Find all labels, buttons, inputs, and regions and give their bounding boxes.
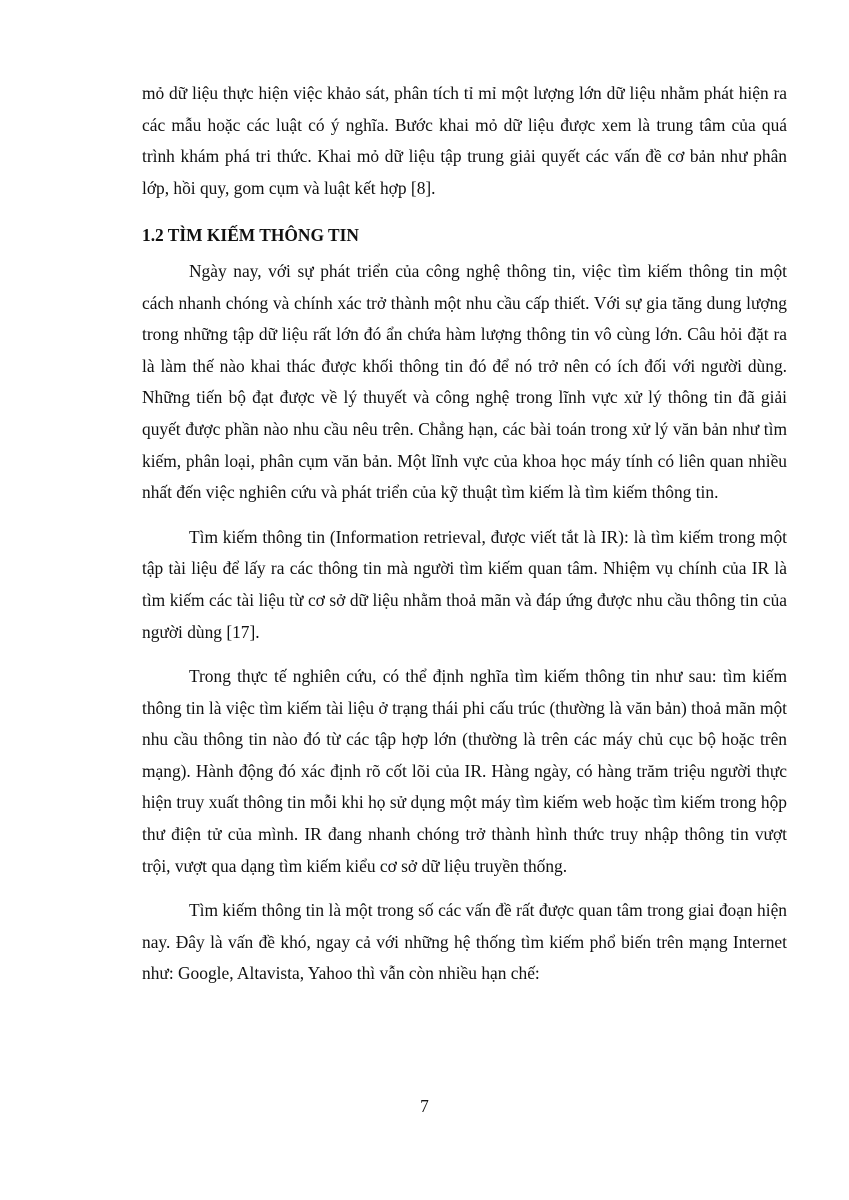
body-paragraph: Ngày nay, với sự phát triển của công nghệ thông tin, việc tìm kiếm thông tin một cách nhanh chóng và chính xác trở thành một nhu cầu cấp thiết. Với sự gia tăng dung lượng trong những tập dữ liệu rất lớn đó ẩn chứa hàm lượng thông tin vô cùng lớn. Câu hỏi đặt ra là làm thế nào khai thác được khối thông tin đó để nó trở nên có ích đối với người dùng. Những tiến bộ đạt được về lý thuyết và công nghệ trong lĩnh vực xử lý thông tin đã giải quyết được phần nào nhu cầu nêu trên. Chẳng hạn, các bài toán trong xử lý văn bản như tìm kiếm, phân loại, phân cụm văn bản. Một lĩnh vực của khoa học máy tính có liên quan nhiều nhất đến việc nghiên cứu và phát triển của kỹ thuật tìm kiếm là tìm kiếm thông tin. bbox=[142, 260, 787, 503]
page-body bbox=[142, 78, 787, 990]
intro-paragraph: mỏ dữ liệu thực hiện việc khảo sát, phân tích tỉ mỉ một lượng lớn dữ liệu nhằm phát hiện ra các mẫu hoặc các luật có ý nghĩa. Bước khai mỏ dữ liệu được xem là trung tâm của quá trình khám phá tri thức. Khai mỏ dữ liệu tập trung giải quyết các vấn đề cơ bản như phân lớp, hồi quy, gom cụm và luật kết hợp [8]. bbox=[142, 83, 787, 198]
body-paragraph: Tìm kiếm thông tin là một trong số các vấn đề rất được quan tâm trong giai đoạn hiện nay. Đây là vấn đề khó, ngay cả với những hệ thống tìm kiếm phổ biến trên mạng Internet như: Google, Altavista, Yahoo thì vẫn còn nhiều hạn chế: bbox=[142, 900, 787, 984]
page-number: 7 bbox=[420, 1096, 429, 1116]
body-paragraph: Trong thực tế nghiên cứu, có thể định nghĩa tìm kiếm thông tin như sau: tìm kiếm thông tin là việc tìm kiếm tài liệu ở trạng thái phi cấu trúc (thường là văn bản) thoả mãn một nhu cầu thông tin nào đó từ các tập hợp lớn (thường là trên các máy chủ cục bộ hoặc trên mạng). Hành động đó xác định rõ cốt lõi của IR. Hàng ngày, có hàng trăm triệu người thực hiện truy xuất thông tin mỗi khi họ sử dụng một máy tìm kiếm web hoặc tìm kiếm trong hộp thư điện tử của mình. IR đang nhanh chóng trở thành hình thức truy nhập thông tin vượt trội, vượt qua dạng tìm kiếm kiểu cơ sở dữ liệu truyền thống. bbox=[142, 666, 787, 876]
body-paragraph: Tìm kiếm thông tin (Information retrieval, được viết tắt là IR): là tìm kiếm trong một tập tài liệu để lấy ra các thông tin mà người tìm kiếm quan tâm. Nhiệm vụ chính của IR là tìm kiếm các tài liệu từ cơ sở dữ liệu nhằm thoả mãn và đáp ứng được nhu cầu thông tin của người dùng [17]. bbox=[142, 526, 787, 642]
section-heading: 1.2 TÌM KIẾM THÔNG TIN bbox=[142, 225, 359, 246]
